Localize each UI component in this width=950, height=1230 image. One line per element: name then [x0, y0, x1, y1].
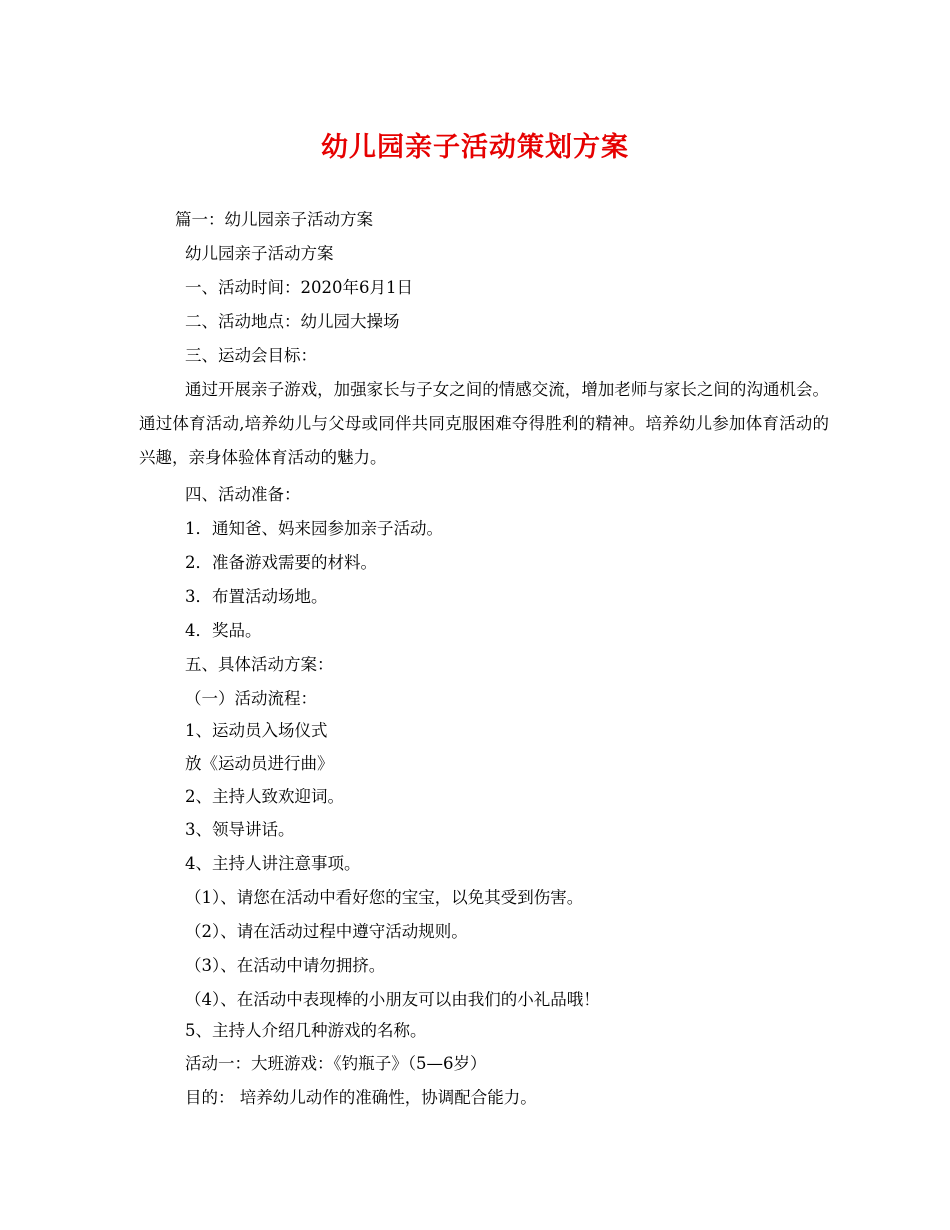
- text-line: 3、领导讲话。: [185, 820, 295, 839]
- text-line: 放《运动员进行曲》: [185, 754, 334, 773]
- text-line: 幼儿园亲子活动方案: [185, 244, 334, 263]
- text-line: 1．通知爸、妈来园参加亲子活动。: [185, 519, 443, 538]
- body-paragraph: 通过开展亲子游戏，加强家长与子女之间的情感交流，增加老师与家长之间的沟通机会。通过体育活动,培养幼儿与父母或同伴共同克服困难夺得胜利的精神。培养幼儿参加体育活动的兴趣，亲身体验体育活动的魅力。: [139, 380, 829, 467]
- text-line: 一、活动时间：2020年6月1日: [185, 278, 413, 297]
- text-line: 五、具体活动方案：: [185, 655, 334, 674]
- text-line: （一）活动流程：: [185, 689, 317, 708]
- text-line: 活动一：大班游戏：《钓瓶子》（5—6岁）: [185, 1054, 487, 1073]
- text-line: 1、运动员入场仪式: [185, 721, 328, 740]
- document-title: 幼儿园亲子活动策划方案: [321, 132, 629, 163]
- text-line: 四、活动准备：: [185, 485, 301, 504]
- text-line: （4）、在活动中表现棒的小朋友可以由我们的小礼品哦！: [185, 990, 600, 1009]
- text-line: 4．奖品。: [185, 621, 262, 640]
- text-line: 2、主持人致欢迎词。: [185, 787, 344, 806]
- text-line: 目的： 培养幼儿动作的准确性，协调配合能力。: [185, 1088, 537, 1107]
- text-line: 4、主持人讲注意事项。: [185, 854, 361, 873]
- text-line: 5、主持人介绍几种游戏的名称。: [185, 1021, 427, 1040]
- text-line: 篇一：幼儿园亲子活动方案: [175, 210, 373, 229]
- text-line: （1）、请您在活动中看好您的宝宝，以免其受到伤害。: [185, 888, 584, 907]
- text-line: （2）、请在活动过程中遵守活动规则。: [185, 922, 468, 941]
- text-line: 3．布置活动场地。: [185, 587, 328, 606]
- text-line: 二、活动地点：幼儿园大操场: [185, 312, 400, 331]
- text-line: （3）、在活动中请勿拥挤。: [185, 956, 386, 975]
- text-line: 三、运动会目标：: [185, 346, 317, 365]
- text-line: 2．准备游戏需要的材料。: [185, 553, 377, 572]
